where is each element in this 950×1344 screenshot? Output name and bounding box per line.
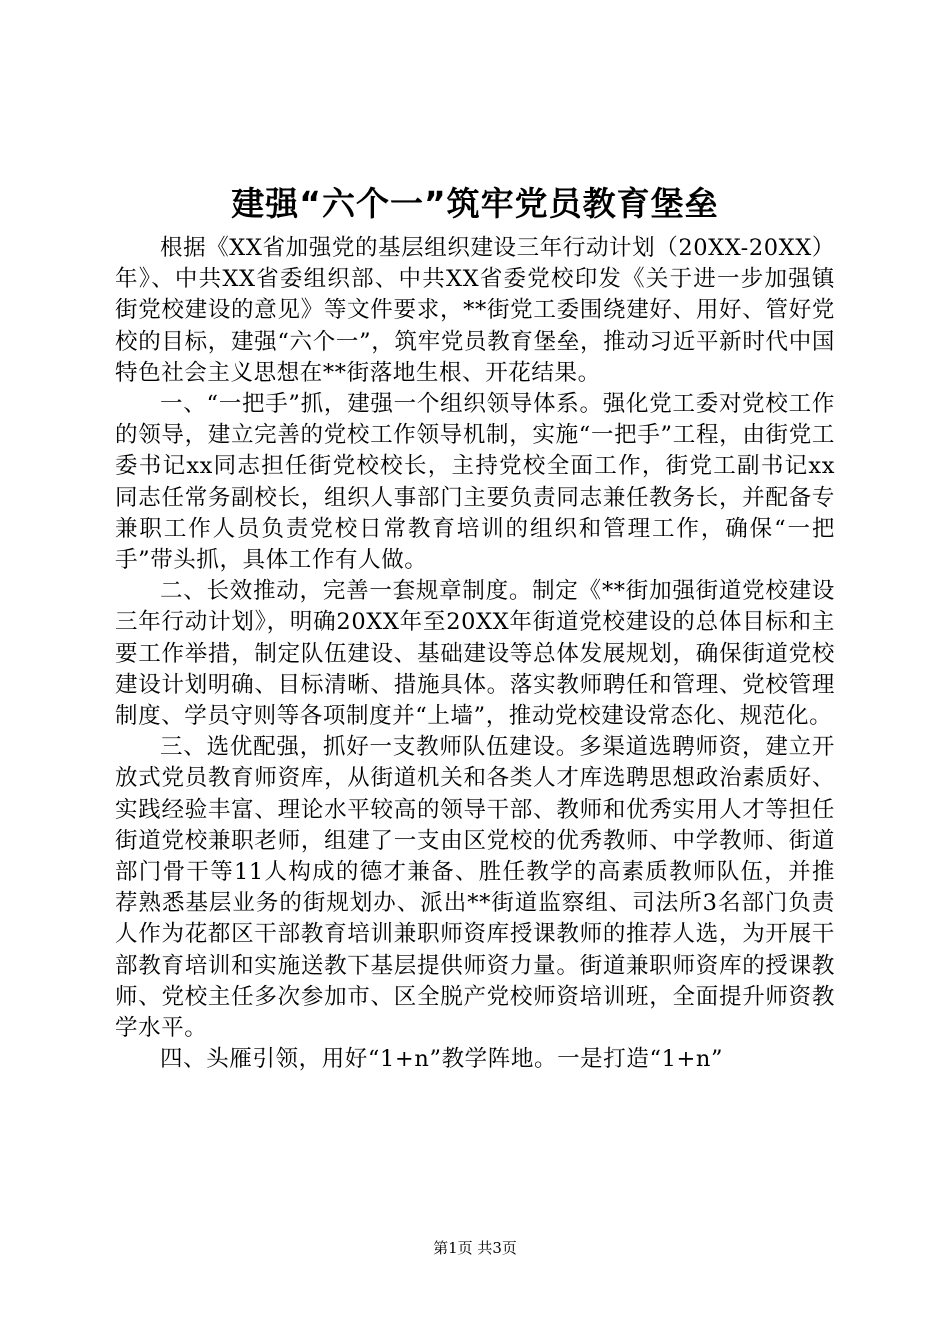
document-title: 建强“六个一”筑牢党员教育堡垒 [231,184,719,223]
page-footer [0,1238,950,1258]
page-number: 第1页 共3页 [433,1239,517,1257]
paragraph-section-3: 三、选优配强，抓好一支教师队伍建设。多渠道选聘师资，建立开放式党员教育师资库，从街道机关和各类人才库选聘思想政治素质好、实践经验丰富、理论水平较高的领导干部、教师和优秀实用人才等担任街道党校兼职老师，组建了一支由区党校的优秀教师、中学教师、街道部门骨干等11人构成的德才兼备、胜任教学的高素质教师队伍，并推荐熟悉基层业务的街规划办、派出**街道监察组、司法所3名部门负责人作为花都区干部教育培训兼职师资库授课教师的推荐人选，为开展干部教育培训和实施送教下基层提供师资力量。街道兼职师资库的授课教师、党校主任多次参加市、区全脱产党校师资培训班，全面提升师资教学水平。 [115,734,835,1042]
paragraph-intro: 根据《XX省加强党的基层组织建设三年行动计划（20XX-20XX）年》、中共XX省委组织部、中共XX省委党校印发《关于进一步加强镇街党校建设的意见》等文件要求，**街党工委围绕建好、用好、管好党校的目标，建强“六个一”，筑牢党员教育堡垒，推动习近平新时代中国特色社会主义思想在**街落地生根、开花结果。 [115,235,835,386]
paragraph-section-1: 一、“一把手”抓，建强一个组织领导体系。强化党工委对党校工作的领导，建立完善的党校工作领导机制，实施“一把手”工程，由街党工委书记xx同志担任街党校校长，主持党校全面工作，街党工副书记xx同志任常务副校长，组织人事部门主要负责同志兼任教务长，并配备专兼职工作人员负责党校日常教育培训的组织和管理工作，确保“一把手”带头抓，具体工作有人做。 [115,391,835,574]
paragraph-section-4: 四、头雁引领，用好“1+n”教学阵地。一是打造“1+n” [160,1046,724,1073]
paragraph-section-2: 二、长效推动，完善一套规章制度。制定《**街加强街道党校建设三年行动计划》，明确20XX年至20XX年街道党校建设的总体目标和主要工作举措，制定队伍建设、基础建设等总体发展规划，确保街道党校建设计划明确、目标清晰、措施具体。落实教师聘任和管理、党校管理制度、学员守则等各项制度并“上墙”，推动党校建设常态化、规范化。 [115,578,835,730]
document-body [115,233,835,1075]
